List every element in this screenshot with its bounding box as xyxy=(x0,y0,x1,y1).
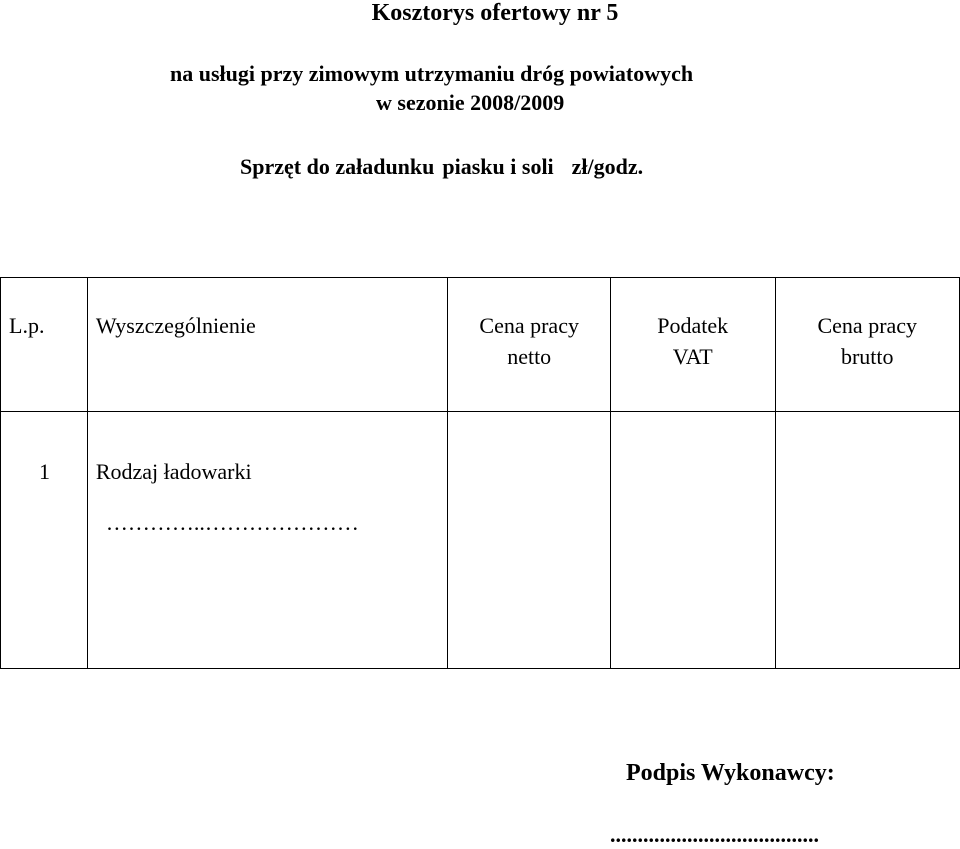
row-lp: 1 xyxy=(1,412,88,669)
header-lp: L.p. xyxy=(1,278,88,412)
row-spec-fill-dots[interactable]: …………..………………… xyxy=(105,510,359,535)
header-gross-line2: brutto xyxy=(840,344,894,369)
header-gross-line1: Cena pracy xyxy=(817,313,918,338)
signature-line[interactable]: ...................................... xyxy=(610,822,819,847)
document-subtitle-line2: w sezonie 2008/2009 xyxy=(376,90,565,115)
equipment-material: piasku i soli xyxy=(442,154,554,179)
equipment-line xyxy=(240,154,643,180)
header-specification: Wyszczególnienie xyxy=(87,278,448,412)
table-header-row xyxy=(1,278,960,412)
equipment-unit: zł/godz. xyxy=(571,154,644,179)
signature-label: Podpis Wykonawcy: xyxy=(626,760,835,786)
row-vat[interactable] xyxy=(610,412,775,669)
header-gross-price xyxy=(775,278,959,412)
price-table xyxy=(0,277,960,669)
header-vat-line2: VAT xyxy=(672,344,713,369)
row-specification xyxy=(87,412,448,669)
header-vat-line1: Podatek xyxy=(657,313,729,338)
header-net-price xyxy=(448,278,611,412)
header-net-line1: Cena pracy xyxy=(479,313,579,338)
equipment-name: Sprzęt do załadunku xyxy=(240,154,435,179)
row-net-price[interactable] xyxy=(448,412,611,669)
header-net-line2: netto xyxy=(507,344,552,369)
document-subtitle-line1: na usługi przy zimowym utrzymaniu dróg powiatowych xyxy=(170,61,694,86)
row-gross-price[interactable] xyxy=(775,412,959,669)
header-vat xyxy=(610,278,775,412)
table-row xyxy=(1,412,960,669)
row-spec-label: Rodzaj ładowarki xyxy=(95,459,252,484)
document-title: Kosztorys ofertowy nr 5 xyxy=(371,0,619,26)
